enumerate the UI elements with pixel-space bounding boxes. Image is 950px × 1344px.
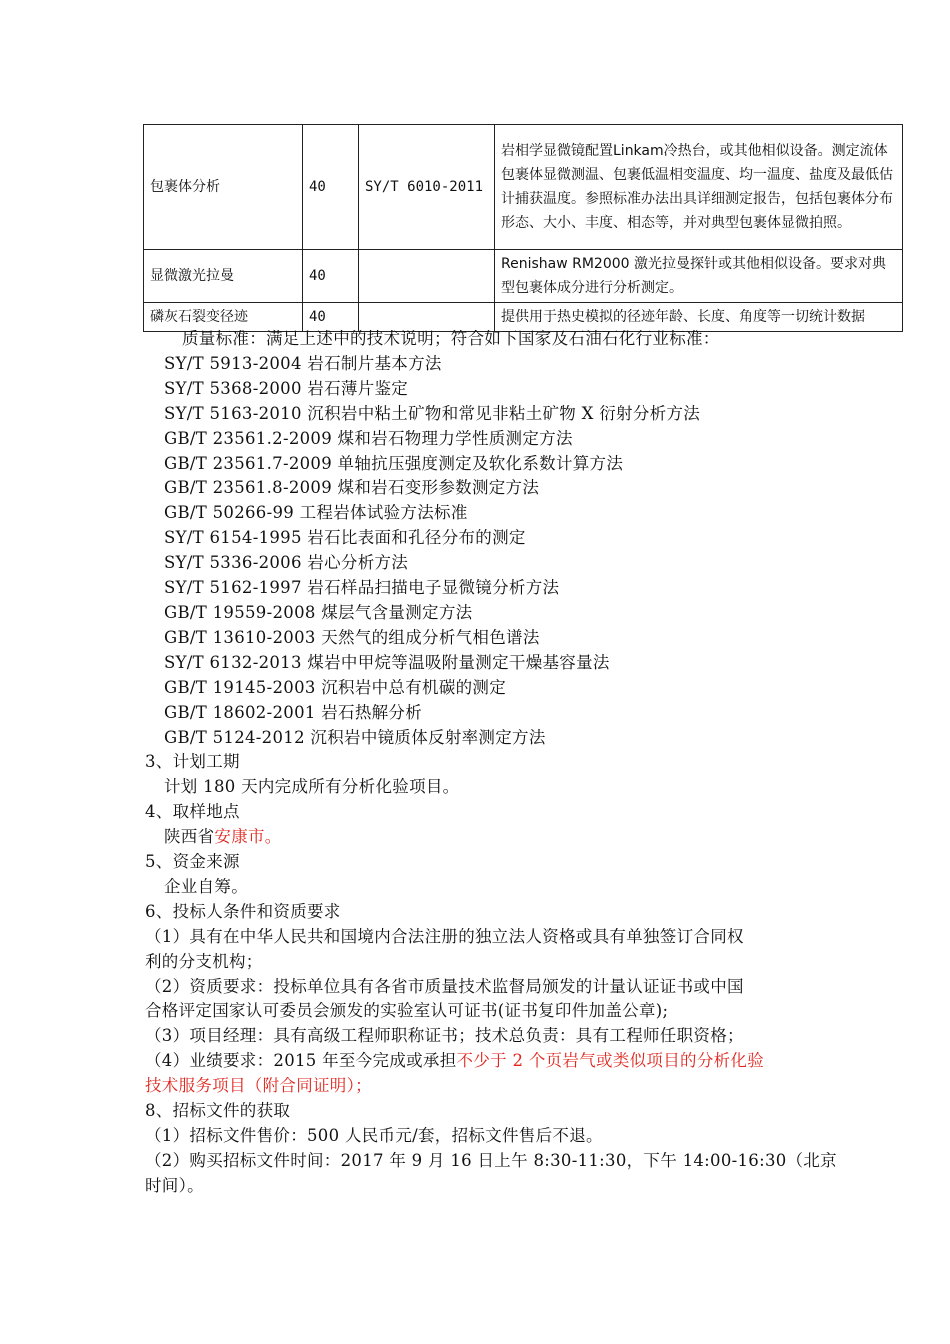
section-text: （1）招标文件售价：500 人民币元/套，招标文件售后不退。 xyxy=(145,1126,603,1145)
section-text: （2）购买招标文件时间：2017 年 9 月 16 日上午 8:30-11:30，下午 14:00-16:30（北京 xyxy=(145,1150,837,1170)
analysis-spec-table xyxy=(143,124,903,332)
standard-item: SY/T 5162-1997 岩石样品扫描电子显微镜分析方法 xyxy=(164,578,560,598)
section-heading: 3、计划工期 xyxy=(145,752,240,772)
section-heading: 6、投标人条件和资质要求 xyxy=(145,901,341,921)
performance-req-highlight: 不少于 2 个页岩气或类似项目的分析化验 xyxy=(456,1051,765,1071)
section-heading: 8、招标文件的获取 xyxy=(145,1101,291,1121)
section-text: 时间）。 xyxy=(145,1175,204,1195)
table-cell-qty: 40 xyxy=(303,125,359,250)
location-province: 陕西省 xyxy=(164,827,215,847)
standard-item: SY/T 5368-2000 岩石薄片鉴定 xyxy=(164,378,409,398)
section-heading: 4、取样地点 xyxy=(145,802,240,822)
table-cell-qty: 40 xyxy=(303,303,359,332)
table-row xyxy=(144,125,903,250)
section-heading: 5、资金来源 xyxy=(145,852,240,872)
table-cell-item: 磷灰石裂变径迹 xyxy=(144,303,303,332)
standard-item: SY/T 5913-2004 岩石制片基本方法 xyxy=(164,353,442,373)
standard-item: GB/T 50266-99 工程岩体试验方法标准 xyxy=(164,503,468,523)
standard-item: SY/T 6132-2013 煤岩中甲烷等温吸附量测定干燥基容量法 xyxy=(164,652,610,672)
standards-list xyxy=(145,352,845,751)
standard-item: SY/T 5336-2006 岩心分析方法 xyxy=(164,553,409,573)
standard-item: GB/T 5124-2012 沉积岩中镜质体反射率测定方法 xyxy=(164,727,546,747)
table-cell-desc: 提供用于热史模拟的径迹年龄、长度、角度等一切统计数据 xyxy=(495,303,903,332)
table-cell-desc: Renishaw RM2000 激光拉曼探针或其他相似设备。要求对典型包裹体成分进行分析测定。 xyxy=(495,250,903,303)
standard-item: SY/T 6154-1995 岩石比表面和孔径分布的测定 xyxy=(164,528,526,548)
section-text: （3）项目经理：具有高级工程师职称证书；技术总负责：具有工程师任职资格； xyxy=(145,1026,744,1046)
table-cell-desc: 岩相学显微镜配置Linkam冷热台，或其他相似设备。测定流体包裹体显微测温、包裹低温相变温度、均一温度、盐度及最低估计捕获温度。参照标准办法出具详细测定报告，包括包裹体分布形态、大小、丰度、相态等，并对典型包裹体显微拍照。 xyxy=(495,125,903,250)
performance-req-highlight: 技术服务项目（附合同证明）； xyxy=(145,1076,372,1096)
section-text: 利的分支机构； xyxy=(145,951,263,971)
section-text: 合格评定国家认可委员会颁发的实验室认可证书(证书复印件加盖公章); xyxy=(145,1001,669,1021)
standard-item: GB/T 18602-2001 岩石热解分析 xyxy=(164,702,423,722)
table-row xyxy=(144,250,903,303)
standard-item: GB/T 19145-2003 沉积岩中总有机碳的测定 xyxy=(164,677,507,697)
location-city-highlight: 安康市。 xyxy=(214,827,282,847)
table-cell-standard: SY/T 6010-2011 xyxy=(359,125,495,250)
section-text: 企业自筹。 xyxy=(164,876,248,896)
table-cell-qty: 40 xyxy=(303,250,359,303)
standard-item: SY/T 5163-2010 沉积岩中粘土矿物和常见非粘土矿物 X 衍射分析方法 xyxy=(164,403,701,423)
document-body xyxy=(145,327,845,1199)
standard-item: GB/T 23561.7-2009 单轴抗压强度测定及软化系数计算方法 xyxy=(164,453,624,473)
section-text: 计划 180 天内完成所有分析化验项目。 xyxy=(164,777,460,797)
standard-item: GB/T 23561.2-2009 煤和岩石物理力学性质测定方法 xyxy=(164,428,573,448)
table-cell-item: 显微激光拉曼 xyxy=(144,250,303,303)
table-cell-standard xyxy=(359,250,495,303)
section-text xyxy=(145,1049,845,1074)
performance-req-label: （4）业绩要求：2015 年至今完成或承担 xyxy=(145,1051,457,1071)
section-text: （2）资质要求：投标单位具有各省市质量技术监督局颁发的计量认证证书或中国 xyxy=(145,976,744,996)
standard-item: GB/T 13610-2003 天然气的组成分析气相色谱法 xyxy=(164,627,540,647)
section-text xyxy=(145,825,845,850)
quality-intro: 质量标准：满足上述中的技术说明；符合如下国家及石油石化行业标准： xyxy=(182,329,720,348)
table-cell-item: 包裹体分析 xyxy=(144,125,303,250)
section-text: （1）具有在中华人民共和国境内合法注册的独立法人资格或具有单独签订合同权 xyxy=(145,926,744,946)
standard-item: GB/T 23561.8-2009 煤和岩石变形参数测定方法 xyxy=(164,478,540,498)
standard-item: GB/T 19559-2008 煤层气含量测定方法 xyxy=(164,602,473,622)
